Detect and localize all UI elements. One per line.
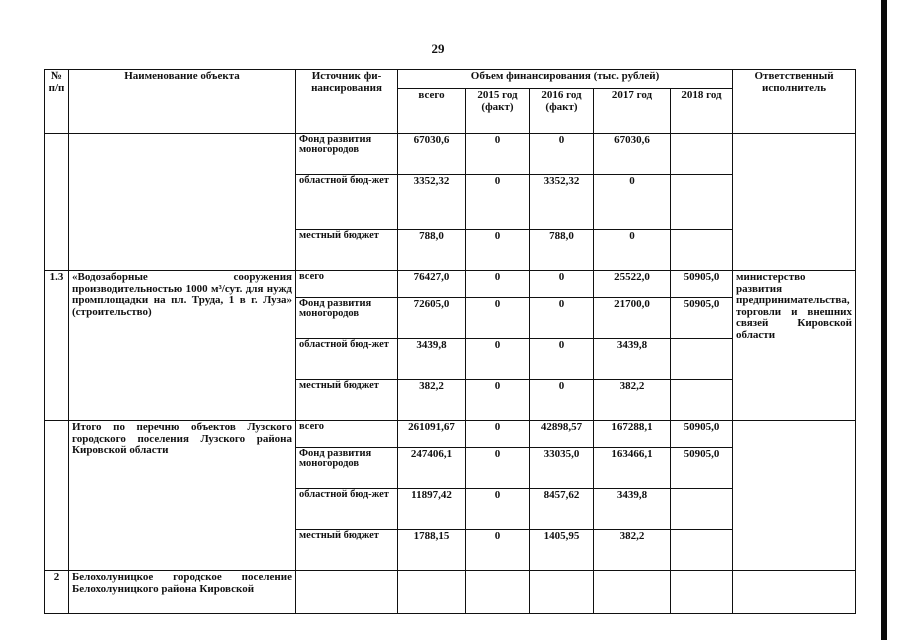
value-2018-cell: 50905,0	[671, 421, 733, 448]
header-name: Наименование объекта	[69, 70, 296, 134]
value-2016-cell: 1405,95	[530, 530, 594, 571]
value-2015-cell: 0	[466, 134, 530, 175]
row-number-cell	[45, 134, 69, 271]
total-cell: 1788,15	[398, 530, 466, 571]
row-number-cell: 2	[45, 571, 69, 614]
value-2017-cell: 25522,0	[594, 271, 671, 298]
object-name-cell: Белохолуницкое городское поселение Белохолуницкого района Кировской	[69, 571, 296, 614]
value-2016-cell: 0	[530, 298, 594, 339]
value-2018-cell	[671, 339, 733, 380]
table-row	[45, 421, 856, 448]
value-2018-cell	[671, 230, 733, 271]
value-2015-cell: 0	[466, 298, 530, 339]
value-2016-cell: 0	[530, 271, 594, 298]
header-2018: 2018 год	[671, 89, 733, 134]
value-2017-cell: 3439,8	[594, 489, 671, 530]
table-row	[45, 571, 856, 614]
value-2015-cell: 0	[466, 530, 530, 571]
total-cell: 3352,32	[398, 175, 466, 230]
object-name-cell	[69, 134, 296, 271]
value-2017-cell: 3439,8	[594, 339, 671, 380]
value-2018-cell	[671, 380, 733, 421]
source-cell: областной бюд-жет	[296, 339, 398, 380]
total-cell: 67030,6	[398, 134, 466, 175]
object-name-cell: Итого по перечню объектов Лузского городского поселения Лузского района Кировской области	[69, 421, 296, 571]
value-2016-cell: 42898,57	[530, 421, 594, 448]
total-cell	[398, 571, 466, 614]
source-cell: всего	[296, 421, 398, 448]
value-2015-cell: 0	[466, 339, 530, 380]
value-2015-cell: 0	[466, 421, 530, 448]
header-2016: 2016 год (факт)	[530, 89, 594, 134]
value-2018-cell: 50905,0	[671, 298, 733, 339]
value-2016-cell: 33035,0	[530, 448, 594, 489]
value-2018-cell: 50905,0	[671, 271, 733, 298]
value-2017-cell: 67030,6	[594, 134, 671, 175]
object-name-cell: «Водозаборные сооружения производительностью 1000 м³/сут. для нужд промплощадки на пл. Труда, 1 в г. Луза» (строительство)	[69, 271, 296, 421]
value-2016-cell	[530, 571, 594, 614]
table-row	[45, 271, 856, 298]
header-total: всего	[398, 89, 466, 134]
header-volume: Объем финансирования (тыс. рублей)	[398, 70, 733, 89]
value-2016-cell: 8457,62	[530, 489, 594, 530]
total-cell: 76427,0	[398, 271, 466, 298]
value-2018-cell	[671, 530, 733, 571]
value-2015-cell	[466, 571, 530, 614]
source-cell: областной бюд-жет	[296, 489, 398, 530]
value-2018-cell	[671, 175, 733, 230]
total-cell: 382,2	[398, 380, 466, 421]
header-2017: 2017 год	[594, 89, 671, 134]
value-2018-cell: 50905,0	[671, 448, 733, 489]
source-cell	[296, 571, 398, 614]
value-2017-cell: 0	[594, 230, 671, 271]
value-2015-cell: 0	[466, 175, 530, 230]
source-cell: местный бюджет	[296, 530, 398, 571]
row-number-cell	[45, 421, 69, 571]
value-2018-cell	[671, 571, 733, 614]
value-2016-cell: 3352,32	[530, 175, 594, 230]
source-cell: Фонд развития моногородов	[296, 134, 398, 175]
total-cell: 11897,42	[398, 489, 466, 530]
source-cell: Фонд развития моногородов	[296, 298, 398, 339]
value-2017-cell: 163466,1	[594, 448, 671, 489]
page-edge-rule	[881, 0, 887, 640]
total-cell: 72605,0	[398, 298, 466, 339]
responsible-cell: министерство развития предпринимательства, торговли и внешних связей Кировской области	[733, 271, 856, 421]
page-number: 29	[431, 41, 445, 56]
value-2016-cell: 0	[530, 134, 594, 175]
value-2015-cell: 0	[466, 230, 530, 271]
total-cell: 788,0	[398, 230, 466, 271]
source-cell: всего	[296, 271, 398, 298]
value-2017-cell	[594, 571, 671, 614]
table-row	[45, 134, 856, 175]
value-2015-cell: 0	[466, 448, 530, 489]
value-2017-cell: 167288,1	[594, 421, 671, 448]
header-source: Источник фи-нансирования	[296, 70, 398, 134]
value-2018-cell	[671, 134, 733, 175]
source-cell: местный бюджет	[296, 230, 398, 271]
value-2016-cell: 0	[530, 380, 594, 421]
value-2015-cell: 0	[466, 380, 530, 421]
total-cell: 247406,1	[398, 448, 466, 489]
source-cell: Фонд развития моногородов	[296, 448, 398, 489]
value-2016-cell: 788,0	[530, 230, 594, 271]
header-no: № п/п	[45, 70, 69, 134]
source-cell: областной бюд-жет	[296, 175, 398, 230]
source-cell: местный бюджет	[296, 380, 398, 421]
value-2017-cell: 21700,0	[594, 298, 671, 339]
value-2018-cell	[671, 489, 733, 530]
financing-table	[44, 69, 856, 614]
total-cell: 3439,8	[398, 339, 466, 380]
value-2015-cell: 0	[466, 271, 530, 298]
responsible-cell	[733, 421, 856, 571]
value-2016-cell: 0	[530, 339, 594, 380]
responsible-cell	[733, 571, 856, 614]
responsible-cell	[733, 134, 856, 271]
value-2017-cell: 0	[594, 175, 671, 230]
value-2015-cell: 0	[466, 489, 530, 530]
total-cell: 261091,67	[398, 421, 466, 448]
value-2017-cell: 382,2	[594, 380, 671, 421]
value-2017-cell: 382,2	[594, 530, 671, 571]
header-responsible: Ответственный исполнитель	[733, 70, 856, 134]
header-2015: 2015 год (факт)	[466, 89, 530, 134]
row-number-cell: 1.3	[45, 271, 69, 421]
